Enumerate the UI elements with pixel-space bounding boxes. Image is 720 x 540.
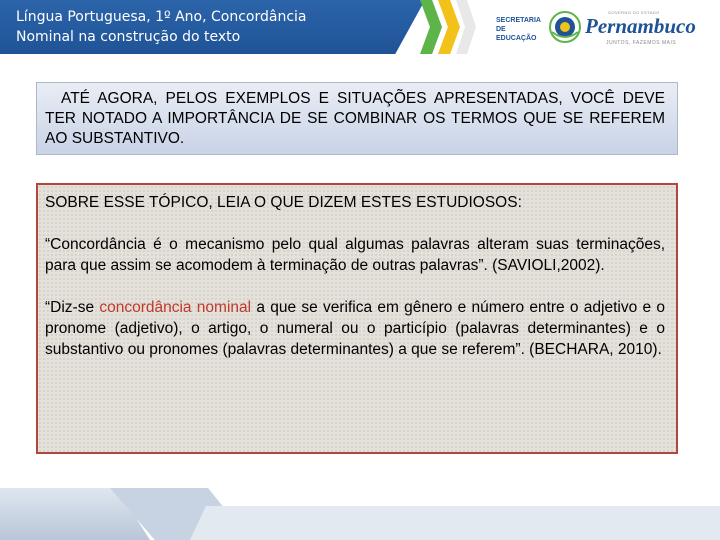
concordancia-nominal-highlight: concordância nominal xyxy=(99,299,252,316)
quote-bechara-rest: a que se verifica em gênero e número entre o adjetivo e o pronome (adjetivo), o artigo, o numeral ou o particípio (palavras determinantes) e o substantivo ou pronomes (palavras determinantes) a que se referem”. (BECHARA, 2010). xyxy=(45,299,665,358)
quotes-content xyxy=(45,192,665,381)
pernambuco-logo: Pernambuco xyxy=(585,14,696,38)
header xyxy=(0,0,720,58)
quote-bechara xyxy=(45,297,665,360)
intro-text: ATÉ AGORA, PELOS EXEMPLOS E SITUAÇÕES APRESENTADAS, VOCÊ DEVE TER NOTADO A IMPORTÂNCIA DE SE COMBINAR OS TERMOS QUE SE REFEREM AO SUBSTANTIVO. xyxy=(45,90,665,147)
page-title xyxy=(16,7,416,47)
brand-slogan: JUNTOS, FAZEMOS MAIS xyxy=(606,40,677,46)
quotes-heading: SOBRE ESSE TÓPICO, LEIA O QUE DIZEM ESTES ESTUDIOSOS: xyxy=(45,194,522,211)
footer-decoration-band xyxy=(190,506,720,540)
brand-top-text: GOVERNO DO ESTADO xyxy=(608,10,660,15)
title-line-1: Língua Portuguesa, 1º Ano, Concordância xyxy=(16,9,307,25)
secretaria-label xyxy=(496,16,546,43)
title-line-2: Nominal na construção do texto xyxy=(16,29,241,45)
quotes-box xyxy=(36,183,678,454)
state-seal-icon xyxy=(548,10,582,44)
intro-box xyxy=(36,82,678,155)
green-chevron-icon xyxy=(420,0,442,54)
secretaria-line-1: SECRETARIA xyxy=(496,17,541,24)
secretaria-line-2: DE EDUCAÇÃO xyxy=(496,26,537,42)
quote-bechara-start: “Diz-se xyxy=(45,299,100,316)
quote-savioli: “Concordância é o mecanismo pelo qual algumas palavras alteram suas terminações, para que assim se acomodem à terminação de outras palavras”. (SAVIOLI,2002). xyxy=(45,236,665,274)
